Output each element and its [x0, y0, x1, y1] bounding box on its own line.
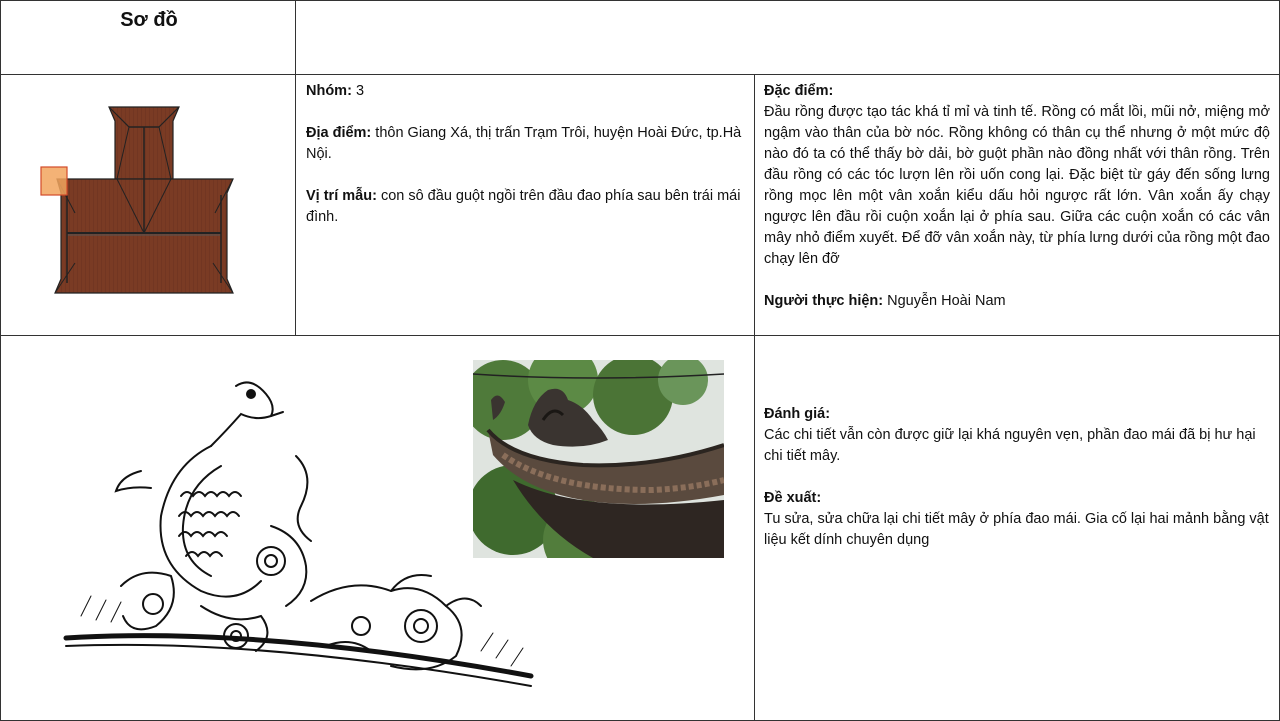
author-value: Nguyễn Hoài Nam — [887, 293, 1006, 309]
position-line — [306, 186, 746, 228]
position-label: Vị trí mẫu: — [306, 188, 377, 204]
location-label: Địa điểm: — [306, 125, 372, 141]
proposal-label: Đề xuất: — [764, 490, 822, 506]
images-cell — [0, 335, 755, 721]
dragon-sketch-drawing — [61, 376, 541, 706]
title-empty-cell — [295, 0, 1280, 75]
author-label: Người thực hiện: — [764, 293, 884, 309]
description-body: Đầu rồng được tạo tác khá tỉ mỉ và tinh tế. Rồng có mắt lồi, mũi nở, miệng mở ngậm vào thân của bờ nóc. Rồng không có thân cụ thể nhưng ở một mức độ nào đó ta có thể thấy bờ dải, bờ guột phần nào đồng nhất với thân rồng. Trên đầu rồng có các tóc lượn lên rồi uốn cong lại. Đặc biệt từ gáy đến sống lưng rồng mọc lên một vân xoắn kiểu dấu hỏi ngược rất lớn. Vân xoắn ấy chạy ngược lên đầu rồi cuộn xoắn lại ở phía sau. Giữa các cuộn xoắn có các vân mây nhỏ điểm xuyết. Để đỡ vân xoắn này, từ phía lưng dưới của rồng một đao chạy lên đỡ — [764, 104, 1270, 267]
group-line — [306, 81, 746, 102]
title-cell — [0, 0, 296, 75]
roof-ornament-photo — [473, 360, 724, 558]
evaluation-label: Đánh giá: — [764, 406, 831, 422]
evaluation-cell — [754, 335, 1280, 721]
group-label: Nhóm: — [306, 83, 352, 99]
location-line — [306, 123, 746, 165]
page-title: Sơ đồ — [120, 9, 178, 31]
group-value: 3 — [355, 83, 365, 99]
proposal-body: Tu sửa, sửa chữa lại chi tiết mây ở phía đao mái. Gia cố lại hai mảnh bằng vật liệu kết dính chuyên dụng — [764, 511, 1269, 548]
sample-location-marker — [41, 167, 67, 195]
roof-plan-diagram — [37, 103, 237, 295]
description-label: Đặc điểm: — [764, 83, 834, 99]
evaluation-body: Các chi tiết vẫn còn được giữ lại khá nguyên vẹn, phần đao mái đã bị hư hại chi tiết mây. — [764, 427, 1256, 464]
position-value: con sô đầu guột ngồi trên đầu đao phía sau bên trái mái đình. — [306, 188, 741, 225]
info-cell — [295, 74, 755, 336]
author-line — [764, 291, 1270, 312]
location-value: thôn Giang Xá, thị trấn Trạm Trôi, huyện Hoài Đức, tp.Hà Nội. — [306, 125, 742, 162]
description-cell — [754, 74, 1280, 336]
plan-cell — [0, 74, 296, 336]
